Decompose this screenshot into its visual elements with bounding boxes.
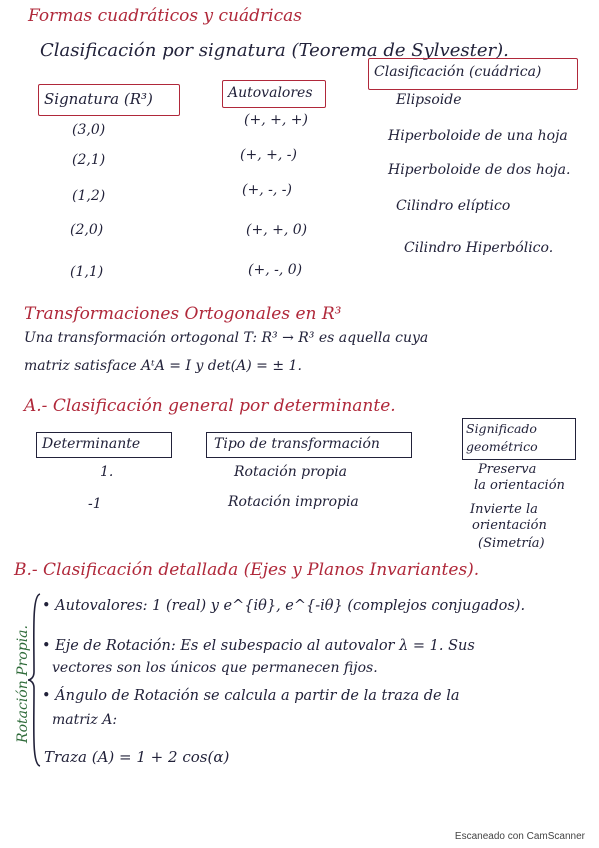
clas-row-1: Elipsoide <box>396 92 462 108</box>
sig-row-3: (1,2) <box>72 188 106 204</box>
sig-row-2-line-1: Invierte la <box>470 502 538 517</box>
clas-row-4: Cilindro elíptico <box>396 198 511 214</box>
clasificacion-header: Clasificación (cuádrica) <box>374 64 542 80</box>
sig-row-1: (3,0) <box>72 122 106 138</box>
section-a-heading: A.- Clasificación general por determinante. <box>24 396 396 416</box>
auto-row-2: (+, +, -) <box>240 147 297 163</box>
clas-row-3: Hiperboloide de dos hoja. <box>388 162 571 178</box>
autovalores-header: Autovalores <box>228 85 313 101</box>
tipo-row-2: Rotación impropia <box>228 494 359 510</box>
clas-row-2: Hiperboloide de una hoja <box>388 128 568 144</box>
orthogonal-line-2: matriz satisface AᵗA = I y det(A) = ± 1. <box>24 358 302 374</box>
scanner-footer: Escaneado con CamScanner <box>454 831 585 842</box>
tipo-header: Tipo de transformación <box>214 436 380 452</box>
bullet-angulo-rotacion: • Ángulo de Rotación se calcula a partir de la traza de la <box>42 688 460 704</box>
sylvester-heading: Clasificación por signatura (Teorema de Sylvester). <box>40 40 509 61</box>
auto-row-3: (+, -, -) <box>242 182 292 198</box>
rotacion-propia-label: Rotación Propia. <box>14 625 31 743</box>
sig-row-2-line-3: (Simetría) <box>478 536 545 551</box>
determinante-header: Determinante <box>42 436 141 452</box>
clas-row-5: Cilindro Hiperbólico. <box>404 240 554 256</box>
sig-row-1-line-2: la orientación <box>474 478 565 493</box>
det-row-1: 1. <box>100 464 114 480</box>
bullet-angulo-rotacion-cont: matriz A: <box>52 712 118 728</box>
section-b-heading: B.- Clasificación detallada (Ejes y Planos Invariantes). <box>14 560 480 580</box>
sig-row-4: (2,0) <box>70 222 104 238</box>
orthogonal-heading: Transformaciones Ortogonales en R³ <box>24 304 342 324</box>
bullet-eje-rotacion-cont: vectores son los únicos que permanecen fijos. <box>52 660 378 676</box>
signatura-header: Signatura (R³) <box>44 90 153 108</box>
tipo-row-1: Rotación propia <box>234 464 348 480</box>
bullet-eje-rotacion: • Eje de Rotación: Es el subespacio al autovalor λ = 1. Sus <box>42 638 475 654</box>
left-brace <box>26 592 46 768</box>
orthogonal-line-1: Una transformación ortogonal T: R³ → R³ es aquella cuya <box>24 330 429 346</box>
bullet-autovalores: • Autovalores: 1 (real) y e^{iθ}, e^{-iθ} (complejos conjugados). <box>42 598 526 614</box>
auto-row-4: (+, +, 0) <box>246 222 308 238</box>
auto-row-5: (+, -, 0) <box>248 262 303 278</box>
traza-formula: Traza (A) = 1 + 2 cos(α) <box>44 748 230 766</box>
auto-row-1: (+, +, +) <box>244 112 308 128</box>
significado-header: Significado geométrico <box>466 421 538 454</box>
sig-row-5: (1,1) <box>70 264 104 280</box>
det-row-2: -1 <box>88 496 102 512</box>
sig-row-2: (2,1) <box>72 152 106 168</box>
page-title: Formas cuadráticos y cuádricas <box>28 6 302 26</box>
sig-row-1-line-1: Preserva <box>478 462 537 477</box>
sig-row-2-line-2: orientación <box>472 518 547 533</box>
